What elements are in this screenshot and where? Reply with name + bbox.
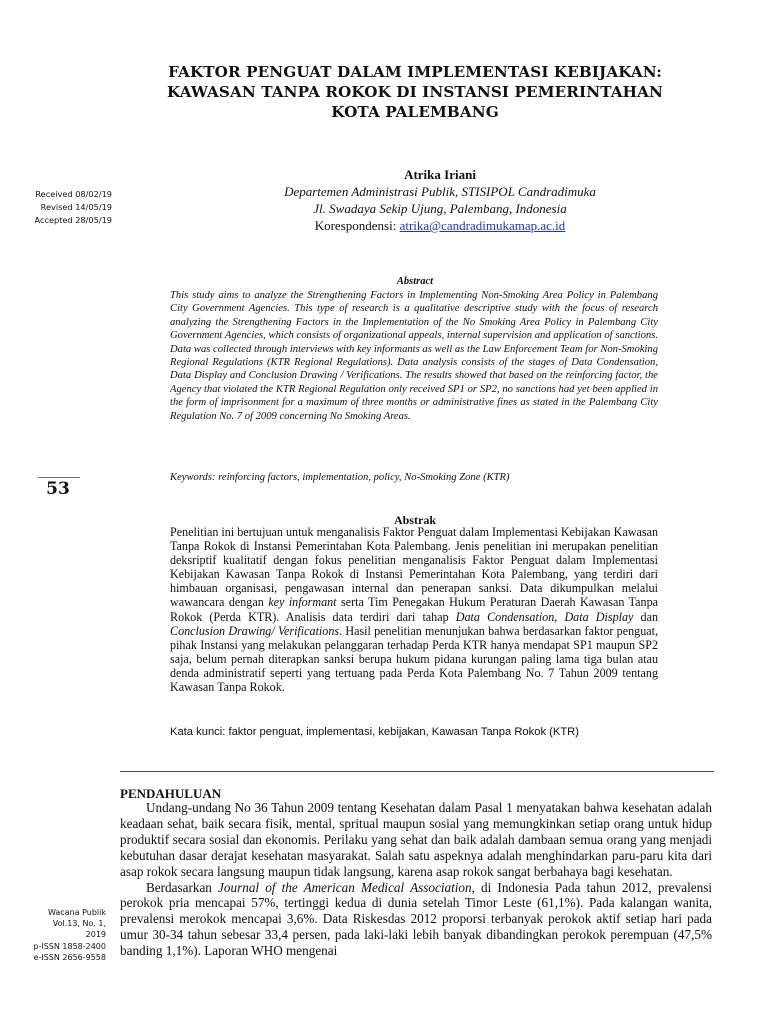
abstrak-part-3: dan <box>633 609 658 624</box>
intro-p2-a: Berdasarkan <box>146 879 219 895</box>
author-affiliation: Departemen Administrasi Publik, STISIPOL Candradimuka <box>284 184 596 199</box>
section-heading-pendahuluan: PENDAHULUAN <box>120 786 222 801</box>
submission-dates <box>30 188 112 227</box>
title-line-3: KOTA PALEMBANG <box>331 103 499 121</box>
abstrak-keywords: Kata kunci: faktor penguat, implementasi, kebijakan, Kawasan Tanpa Rokok (KTR) <box>170 726 579 738</box>
journal-pissn: p-ISSN 1858-2400 <box>33 941 106 951</box>
intro-p2-b: , di Indonesia Pada tahun 2012, prevalensi perokok pria mencapai 57%, tertinggi kedua di dunia setelah Timor Leste (61,1%). Pada kalangan wanita, prevalensi merokok mencapai 3,6%. Data Riskesdas 2012 proporsi terbanyak perokok aktif setiap hari pada umur 30-34 tahun sebesar 33,4 persen, pada laki-laki lebih banyak dibandingkan perokok perempuan (47,5% banding 1,1%). Laporan WHO mengenai <box>120 879 713 959</box>
title-line-1: FAKTOR PENGUAT DALAM IMPLEMENTASI KEBIJAKAN: <box>168 63 662 81</box>
intro-p2-journal: Journal of the American Medical Association <box>218 879 472 895</box>
page-number-rule <box>38 477 80 478</box>
intro-body <box>120 800 712 959</box>
correspondence-label: Korespondensi: <box>314 218 400 233</box>
journal-volume: Vol.13, No. 1, 2019 <box>52 919 106 940</box>
abstrak-part-1: Penelitian ini bertujuan untuk menganalisis Faktor Penguat dalam Implementasi Kebijakan Kawasan Tanpa Rokok di Instansi Pemerintahan Kota Palembang. Jenis penelitian ini merupakan penelitian deksriptif kualitatif dengan fokus penelitian menganalisis Faktor Penguat dalam Implementasi Kebijakan Kawasan Tanpa Rokok di Instansi Pemerintahan Kota Palembang, yang terdiri dari himbauan organisasi, pengawasan internal dan penerapan sanksi. Data dikumpulkan melalui wawancara dengan <box>170 525 658 610</box>
abstrak-italic-2: Data Condensation, Data Display <box>455 609 634 624</box>
intro-paragraph-1: Undang-undang No 36 Tahun 2009 tentang Kesehatan dalam Pasal 1 menyatakan bahwa kesehatan adalah keadaan sehat, baik secara fisik, mental, spritual maupun sosial yang memungkinkan setiap orang untuk hidup produktif secara sosial dan ekonomis. Perilaku yang sehat dan baik adalah dambaan semua orang yang menjadi kebutuhan dasar derajat kesehatan masyarakat. Salah satu aspeknya adalah menghindarkan paru-paru kita dari asap rokok secara langsung maupun tidak langsung, karena asap rokok sangat berbahaya bagi kesehatan. <box>120 800 712 879</box>
abstrak-part-4: . Hasil penelitian menunjukan bahwa berdasarkan faktor penguat, pihak Instansi yang melakukan pelanggaran terhadap Perda KTR hanya mendapat SP1 maupun SP2 saja, belum pernah diterapkan sanksi berupa hukum pidana kurungan paling lama tiga bulan atau denda administratif seperti yang tertuang pada Perda Kota Palembang No. 7 Tahun 2009 tentang Kawasan Tanpa Rokok. <box>170 623 658 695</box>
author-address: Jl. Swadaya Sekip Ujung, Palembang, Indonesia <box>313 201 567 216</box>
title-line-2: KAWASAN TANPA ROKOK DI INSTANSI PEMERINTAHAN <box>167 83 663 101</box>
journal-info <box>30 907 106 963</box>
author-block <box>170 166 710 234</box>
section-divider <box>120 771 714 772</box>
abstrak-part-2: serta Tim Penegakan Hukum Peraturan Daerah Kawasan Tanpa Rokok (Perda KTR). Analisis data terdiri dari tahap <box>170 595 658 624</box>
journal-name: Wacana Publik <box>47 908 106 917</box>
abstract-text: This study aims to analyze the Strengthening Factors in Implementing Non-Smoking Area Policy in Palembang City Government Agencies. This type of research is a qualitative descriptive study with the focus of research analyzing the Strengthening Factors in the Implementation of the No Smoking Area Policy in Palembang City Government Agencies, which consists of organizational appeals, internal supervision and application of sanctions. Data was collected through interviews with key informants as well as the Law Enforcement Team for Non-Smoking Regional Regulations (KTR Regional Regulations). Data analysis consists of the stages of Data Condensation, Data Display and Conclusion Drawing / Verifications. The results showed that based on the reinforcing factor, the Agency that violated the KTR Regional Regulation only received SP1 or SP2, no sanctions had yet been applied in the form of imprisonment for a maximum of three months or administrative fines as stated in the Palembang City Regulation No. 7 of 2009 concerning No Smoking Areas. <box>170 290 658 422</box>
correspondence <box>170 217 710 234</box>
abstrak-text <box>170 525 658 694</box>
abstrak-heading: Abstrak <box>393 513 436 527</box>
accepted-date: Accepted 28/05/19 <box>34 215 112 225</box>
received-date: Received 08/02/19 <box>35 189 112 199</box>
journal-eissn: e-ISSN 2656-9558 <box>33 952 106 962</box>
intro-paragraph-2 <box>120 880 712 960</box>
abstrak-italic-3: Conclusion Drawing/ Verifications <box>170 623 340 638</box>
revised-date: Revised 14/05/19 <box>40 202 112 212</box>
page-number: 53 <box>46 479 70 499</box>
paper-title <box>120 62 710 122</box>
correspondence-email-link[interactable]: atrika@candradimukamap.ac.id <box>399 218 566 233</box>
abstrak-italic-1: key informant <box>268 595 337 610</box>
abstract-keywords: Keywords: reinforcing factors, implementation, policy, No-Smoking Zone (KTR) <box>170 472 510 483</box>
author-name: Atrika Iriani <box>404 167 476 182</box>
abstract-heading: Abstract <box>396 276 434 287</box>
